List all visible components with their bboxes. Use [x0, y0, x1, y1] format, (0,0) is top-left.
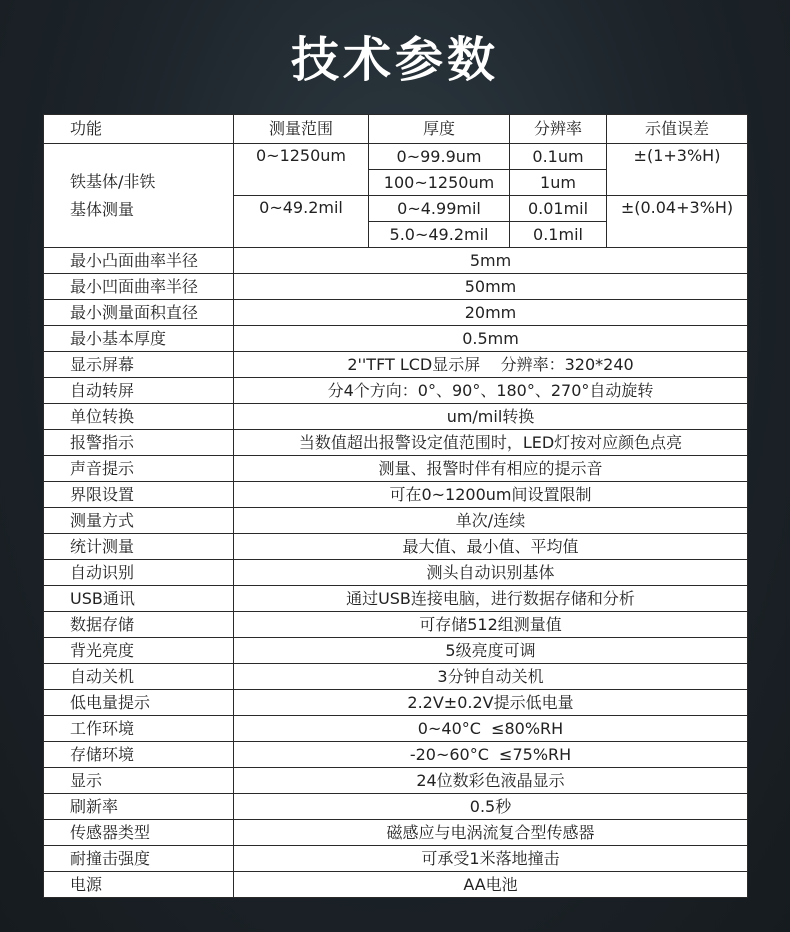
- row-value: 测头自动识别基体: [234, 560, 748, 586]
- measurement-label: [44, 144, 234, 248]
- row-value: 当数值超出报警设定值范围时，LED灯按对应颜色点亮: [234, 430, 748, 456]
- measurement-row-um-1: [44, 144, 748, 170]
- mil-thickness-1: 0~4.99mil: [369, 196, 510, 222]
- row-label: 单位转换: [44, 404, 234, 430]
- row-label: 最小凹面曲率半径: [44, 274, 234, 300]
- header-function: 功能: [44, 115, 234, 144]
- um-thickness-1: 0~99.9um: [369, 144, 510, 170]
- row-value: 0.5mm: [234, 326, 748, 352]
- table-row: [44, 274, 748, 300]
- row-value: 2''TFT LCD显示屏 分辨率：320*240: [234, 352, 748, 378]
- um-thickness-2: 100~1250um: [369, 170, 510, 196]
- row-label: 数据存储: [44, 612, 234, 638]
- mil-error-cell: ±(0.04+3%H): [607, 196, 748, 248]
- table-row: [44, 560, 748, 586]
- table-row: [44, 248, 748, 274]
- row-value: 通过USB连接电脑，进行数据存储和分析: [234, 586, 748, 612]
- row-value: 可承受1米落地撞击: [234, 846, 748, 872]
- table-row: [44, 690, 748, 716]
- um-range-cell: 0~1250um: [234, 144, 369, 196]
- mil-resolution-2: 0.1mil: [510, 222, 607, 248]
- table-row: [44, 638, 748, 664]
- row-label: 界限设置: [44, 482, 234, 508]
- table-row: [44, 352, 748, 378]
- measurement-label-line2: 基体测量: [70, 199, 135, 219]
- mil-thickness-2: 5.0~49.2mil: [369, 222, 510, 248]
- row-value: 0.5秒: [234, 794, 748, 820]
- row-value: 单次/连续: [234, 508, 748, 534]
- row-value: 分4个方向：0°、90°、180°、270°自动旋转: [234, 378, 748, 404]
- table-row: [44, 456, 748, 482]
- spec-table: [43, 114, 748, 898]
- row-value: 5mm: [234, 248, 748, 274]
- row-value: 50mm: [234, 274, 748, 300]
- um-error-cell: ±(1+3%H): [607, 144, 748, 196]
- row-label: 最小凸面曲率半径: [44, 248, 234, 274]
- um-resolution-2: 1um: [510, 170, 607, 196]
- header-resolution: 分辨率: [510, 115, 607, 144]
- row-value: 可在0~1200um间设置限制: [234, 482, 748, 508]
- row-label: 最小基本厚度: [44, 326, 234, 352]
- row-label: 自动识别: [44, 560, 234, 586]
- row-label: 显示: [44, 768, 234, 794]
- row-label: 显示屏幕: [44, 352, 234, 378]
- row-value: 0~40°C ≤80%RH: [234, 716, 748, 742]
- row-value: 2.2V±0.2V提示低电量: [234, 690, 748, 716]
- row-value: 24位数彩色液晶显示: [234, 768, 748, 794]
- table-row: [44, 586, 748, 612]
- table-row: [44, 482, 748, 508]
- row-label: 传感器类型: [44, 820, 234, 846]
- row-label: 背光亮度: [44, 638, 234, 664]
- row-value: um/mil转换: [234, 404, 748, 430]
- table-row: [44, 378, 748, 404]
- table-header-row: [44, 115, 748, 144]
- row-value: 可存储512组测量值: [234, 612, 748, 638]
- row-label: USB通讯: [44, 586, 234, 612]
- table-row: [44, 872, 748, 898]
- header-thickness: 厚度: [369, 115, 510, 144]
- header-range: 测量范围: [234, 115, 369, 144]
- row-label: 低电量提示: [44, 690, 234, 716]
- row-value: 最大值、最小值、平均值: [234, 534, 748, 560]
- row-value: 3分钟自动关机: [234, 664, 748, 690]
- row-label: 刷新率: [44, 794, 234, 820]
- table-row: [44, 664, 748, 690]
- header-error: 示值误差: [607, 115, 748, 144]
- row-value: -20~60°C ≤75%RH: [234, 742, 748, 768]
- mil-range-cell: 0~49.2mil: [234, 196, 369, 248]
- row-value: 5级亮度可调: [234, 638, 748, 664]
- row-label: 工作环境: [44, 716, 234, 742]
- row-label: 声音提示: [44, 456, 234, 482]
- measurement-label-line1: 铁基体/非铁: [70, 171, 156, 191]
- table-row: [44, 794, 748, 820]
- row-label: 统计测量: [44, 534, 234, 560]
- page-title: 技术参数: [290, 32, 499, 88]
- table-row: [44, 716, 748, 742]
- table-row: [44, 404, 748, 430]
- row-label: 电源: [44, 872, 234, 898]
- um-resolution-1: 0.1um: [510, 144, 607, 170]
- row-label: 报警指示: [44, 430, 234, 456]
- row-label: 最小测量面积直径: [44, 300, 234, 326]
- row-label: 自动转屏: [44, 378, 234, 404]
- table-row: [44, 300, 748, 326]
- table-row: [44, 326, 748, 352]
- mil-resolution-1: 0.01mil: [510, 196, 607, 222]
- row-label: 耐撞击强度: [44, 846, 234, 872]
- table-row: [44, 768, 748, 794]
- row-value: 20mm: [234, 300, 748, 326]
- row-label: 存储环境: [44, 742, 234, 768]
- table-row: [44, 846, 748, 872]
- row-label: 测量方式: [44, 508, 234, 534]
- row-value: 磁感应与电涡流复合型传感器: [234, 820, 748, 846]
- table-row: [44, 612, 748, 638]
- row-label: 自动关机: [44, 664, 234, 690]
- row-value: AA电池: [234, 872, 748, 898]
- table-row: [44, 534, 748, 560]
- table-row: [44, 742, 748, 768]
- table-row: [44, 508, 748, 534]
- row-value: 测量、报警时伴有相应的提示音: [234, 456, 748, 482]
- table-row: [44, 430, 748, 456]
- table-row: [44, 820, 748, 846]
